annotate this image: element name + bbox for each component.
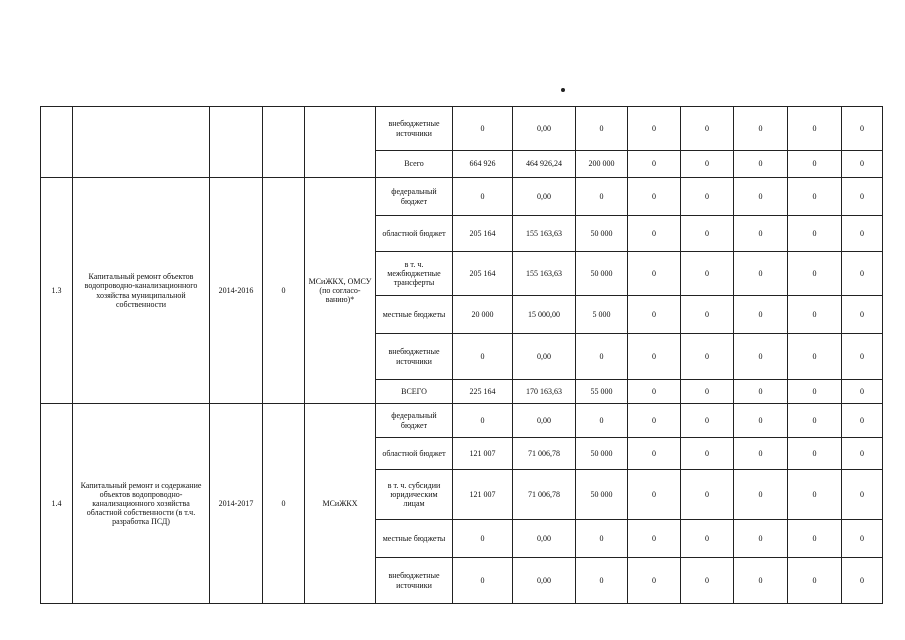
cell-2017: 0 — [681, 520, 734, 558]
cell-2019: 0 — [788, 520, 842, 558]
cell-2015: 5 000 — [576, 296, 628, 334]
cell-2018: 0 — [734, 107, 788, 151]
cell-source: федеральный бюджет — [376, 404, 453, 438]
cell-2019: 0 — [788, 470, 842, 520]
cell-2015: 0 — [576, 558, 628, 604]
cell-2016: 0 — [628, 334, 681, 380]
cell-2018: 0 — [734, 151, 788, 178]
cell-2020: 0 — [842, 296, 883, 334]
cell-2018: 0 — [734, 296, 788, 334]
cell-2014: 170 163,63 — [513, 380, 576, 404]
cell-source: внебюджетные источники — [376, 334, 453, 380]
section-period: 2014-2017 — [210, 404, 263, 604]
cell-source: в т. ч. субсидии юридическим лицам — [376, 470, 453, 520]
cell-source: местные бюджеты — [376, 296, 453, 334]
cell-2015: 50 000 — [576, 470, 628, 520]
cell-2016: 0 — [628, 404, 681, 438]
table-row — [41, 404, 883, 438]
cell-2020: 0 — [842, 107, 883, 151]
cell-2018: 0 — [734, 520, 788, 558]
cell-2019: 0 — [788, 151, 842, 178]
cell-2017: 0 — [681, 438, 734, 470]
cell-2018: 0 — [734, 438, 788, 470]
cell-2018: 0 — [734, 334, 788, 380]
cell-2020: 0 — [842, 216, 883, 252]
section-number: 1.3 — [41, 178, 73, 404]
scan-speck — [561, 88, 565, 92]
cell-2019: 0 — [788, 438, 842, 470]
cell-source: ВСЕГО — [376, 380, 453, 404]
cell-source: внебюджетные источники — [376, 107, 453, 151]
cell-2019: 0 — [788, 334, 842, 380]
cell-2018: 0 — [734, 380, 788, 404]
cell-2019: 0 — [788, 380, 842, 404]
cell-2015: 55 000 — [576, 380, 628, 404]
cell-2020: 0 — [842, 558, 883, 604]
cell-2014: 464 926,24 — [513, 151, 576, 178]
cell-total: 0 — [453, 404, 513, 438]
cell-2014: 0,00 — [513, 178, 576, 216]
cell-source: внебюджетные источники — [376, 558, 453, 604]
cell-2015: 50 000 — [576, 252, 628, 296]
cell-2014: 0,00 — [513, 334, 576, 380]
cell-total: 0 — [453, 520, 513, 558]
cell-2015: 200 000 — [576, 151, 628, 178]
cell-2016: 0 — [628, 380, 681, 404]
section-col4: 0 — [263, 404, 305, 604]
cell-source: областной бюджет — [376, 216, 453, 252]
cell-2018: 0 — [734, 558, 788, 604]
cell-2019: 0 — [788, 216, 842, 252]
cell-2016: 0 — [628, 470, 681, 520]
cell-2017: 0 — [681, 151, 734, 178]
cell-2014: 0,00 — [513, 520, 576, 558]
cell-2017: 0 — [681, 380, 734, 404]
section-title: Капитальный ремонт объектов водопроводно-канализационного хозяйства муниципальной собственности — [73, 178, 210, 404]
cell-2017: 0 — [681, 558, 734, 604]
cell-2016: 0 — [628, 178, 681, 216]
cell-2017: 0 — [681, 178, 734, 216]
cell-2015: 0 — [576, 107, 628, 151]
cell-period — [210, 107, 263, 178]
cell-2017: 0 — [681, 296, 734, 334]
cell-2016: 0 — [628, 216, 681, 252]
cell-2016: 0 — [628, 252, 681, 296]
cell-source: в т. ч. межбюджетные трансферты — [376, 252, 453, 296]
budget-table — [40, 106, 883, 604]
cell-2015: 50 000 — [576, 438, 628, 470]
cell-2018: 0 — [734, 470, 788, 520]
cell-source: Всего — [376, 151, 453, 178]
cell-source: областной бюджет — [376, 438, 453, 470]
cell-total: 121 007 — [453, 438, 513, 470]
table-row — [41, 107, 883, 151]
cell-total: 225 164 — [453, 380, 513, 404]
cell-2016: 0 — [628, 558, 681, 604]
cell-2017: 0 — [681, 334, 734, 380]
cell-2020: 0 — [842, 470, 883, 520]
cell-2015: 0 — [576, 334, 628, 380]
cell-total: 0 — [453, 107, 513, 151]
cell-2020: 0 — [842, 438, 883, 470]
cell-2020: 0 — [842, 252, 883, 296]
cell-2020: 0 — [842, 520, 883, 558]
cell-2020: 0 — [842, 404, 883, 438]
cell-source: местные бюджеты — [376, 520, 453, 558]
cell-2018: 0 — [734, 216, 788, 252]
section-period: 2014-2016 — [210, 178, 263, 404]
section-executor: МСиЖКХ, ОМСУ (по согласо-ванию)* — [305, 178, 376, 404]
cell-2019: 0 — [788, 404, 842, 438]
cell-total: 205 164 — [453, 252, 513, 296]
cell-total: 205 164 — [453, 216, 513, 252]
cell-2018: 0 — [734, 404, 788, 438]
cell-2016: 0 — [628, 296, 681, 334]
section-executor: МСиЖКХ — [305, 404, 376, 604]
cell-2014: 71 006,78 — [513, 470, 576, 520]
section-col4: 0 — [263, 178, 305, 404]
cell-2019: 0 — [788, 252, 842, 296]
cell-2020: 0 — [842, 178, 883, 216]
cell-2020: 0 — [842, 380, 883, 404]
cell-2015: 0 — [576, 520, 628, 558]
section-number: 1.4 — [41, 404, 73, 604]
cell-2014: 15 000,00 — [513, 296, 576, 334]
cell-2016: 0 — [628, 438, 681, 470]
cell-executor — [305, 107, 376, 178]
cell-2017: 0 — [681, 107, 734, 151]
cell-2017: 0 — [681, 252, 734, 296]
cell-2017: 0 — [681, 470, 734, 520]
cell-2014: 0,00 — [513, 404, 576, 438]
cell-2016: 0 — [628, 520, 681, 558]
cell-2014: 155 163,63 — [513, 252, 576, 296]
cell-2015: 50 000 — [576, 216, 628, 252]
cell-num — [41, 107, 73, 178]
cell-source: федеральный бюджет — [376, 178, 453, 216]
cell-2017: 0 — [681, 216, 734, 252]
cell-2020: 0 — [842, 151, 883, 178]
cell-2019: 0 — [788, 558, 842, 604]
cell-2017: 0 — [681, 404, 734, 438]
cell-total: 0 — [453, 558, 513, 604]
cell-2015: 0 — [576, 404, 628, 438]
cell-total: 0 — [453, 334, 513, 380]
cell-2014: 0,00 — [513, 558, 576, 604]
cell-2014: 0,00 — [513, 107, 576, 151]
cell-2016: 0 — [628, 107, 681, 151]
table-row — [41, 178, 883, 216]
cell-2018: 0 — [734, 252, 788, 296]
cell-col4 — [263, 107, 305, 178]
cell-total: 20 000 — [453, 296, 513, 334]
cell-2016: 0 — [628, 151, 681, 178]
cell-2019: 0 — [788, 178, 842, 216]
cell-total: 0 — [453, 178, 513, 216]
cell-2015: 0 — [576, 178, 628, 216]
cell-2014: 155 163,63 — [513, 216, 576, 252]
cell-2020: 0 — [842, 334, 883, 380]
cell-2018: 0 — [734, 178, 788, 216]
cell-2019: 0 — [788, 296, 842, 334]
cell-2014: 71 006,78 — [513, 438, 576, 470]
cell-2019: 0 — [788, 107, 842, 151]
cell-total: 664 926 — [453, 151, 513, 178]
cell-total: 121 007 — [453, 470, 513, 520]
section-title: Капитальный ремонт и содержание объектов водопроводно-канализационного хозяйства областной собственности (в т.ч. разработка ПСД) — [73, 404, 210, 604]
cell-title — [73, 107, 210, 178]
